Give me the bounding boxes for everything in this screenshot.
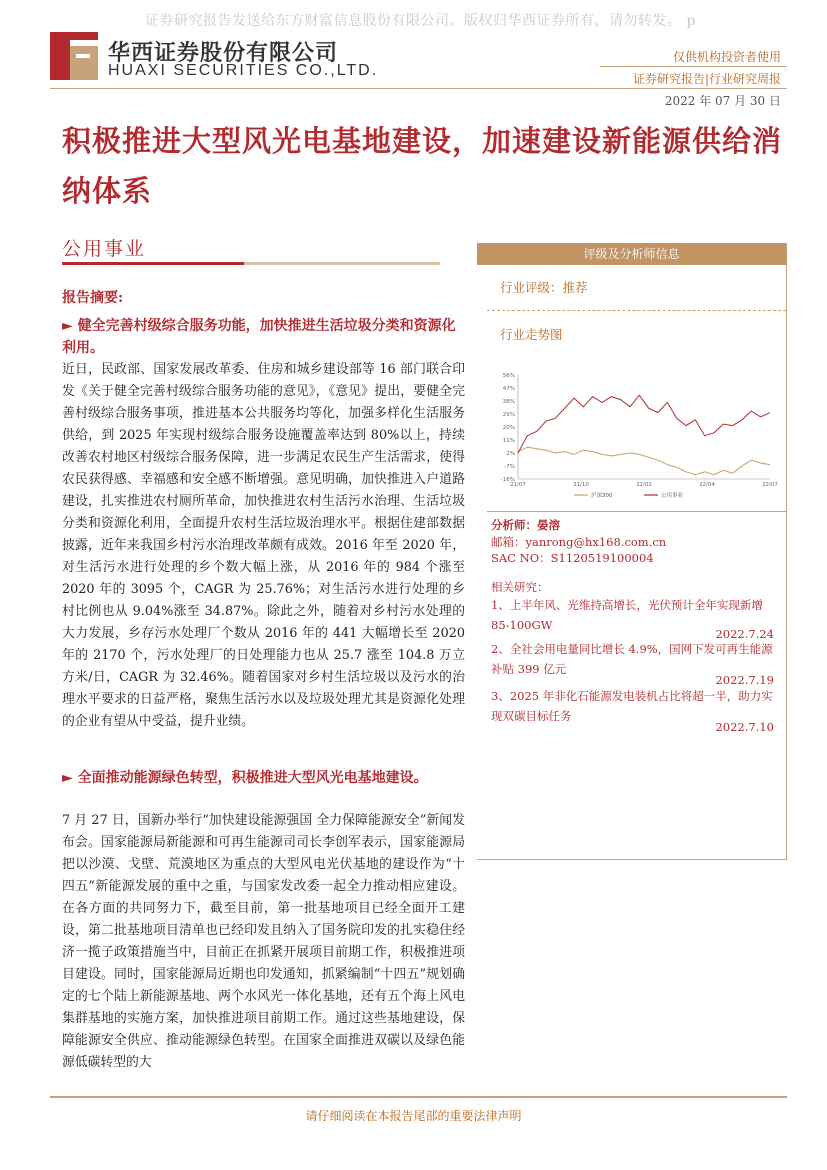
section-heading: ► 全面推动能源绿色转型，积极推进大型风光电基地建设。 xyxy=(62,770,428,786)
series-line-csi300 xyxy=(518,447,770,475)
related-research-date: 2022.7.19 xyxy=(715,673,774,687)
legal-disclaimer: 请仔细阅读在本报告尾部的重要法律声明 xyxy=(305,1109,522,1123)
y-tick-label: 56% xyxy=(502,373,515,379)
watermark: 证券研究报告发送给东方财富信息股份有限公司。版权归华西证券所有，请勿转发。 p xyxy=(145,13,696,29)
y-tick-label: 38% xyxy=(502,399,515,405)
y-tick-label: 11% xyxy=(502,438,515,444)
y-tick-label: 47% xyxy=(502,386,515,392)
analyst-sac-number: SAC NO：S1120519100004 xyxy=(491,551,654,565)
related-research-item[interactable]: 1、上半年风、光维持高增长，光伏预计全年实现新增 85-100GW xyxy=(491,598,763,632)
x-tick-label: 21/07 xyxy=(510,482,526,488)
rating-divider xyxy=(487,310,786,311)
y-tick-label: -7% xyxy=(504,464,515,470)
section-heading: ► 健全完善村级综合服务功能，加快推进生活垃圾分类和资源化利用。 xyxy=(62,318,456,356)
footer-rule xyxy=(50,1096,787,1098)
header-divider xyxy=(600,66,787,67)
chart-title: 行业走势图 xyxy=(500,327,563,342)
analyst-email[interactable]: 邮箱：yanrong@hx168.com.cn xyxy=(491,535,667,549)
series-line-utilities xyxy=(518,395,770,453)
x-tick-label: 22/04 xyxy=(699,482,715,488)
company-name-cn: 华西证券股份有限公司 xyxy=(108,41,339,66)
y-tick-label: 2% xyxy=(506,451,515,457)
company-name-en: HUAXI SECURITIES CO.,LTD. xyxy=(108,62,379,79)
analyst-divider xyxy=(487,511,786,512)
analyst-name: 分析师：晏溶 xyxy=(491,518,560,532)
y-tick-label: -16% xyxy=(500,477,515,483)
related-research-label: 相关研究： xyxy=(491,580,549,594)
report-title: 积极推进大型风光电基地建设，加速建设新能源供给消纳体系 xyxy=(62,124,783,208)
section-body: 近日，民政部、国家发展改革委、住房和城乡建设部等 16 部门联合印发《关于健全完善村级综合服务功能的意见》，《意见》提出，要健全完善村级综合服务事项，推进基本公共服务均等化，加强多样化生活服务供给，到 2025 年实现村级综合服务设施覆盖率达到 80%以上，持续改善农村地区村级综合服务保障，进一步满足农民生产生活需求，使得农民获得感、幸福感和安全感不断增强。意见明确，加快推进入户道路建设，扎实推进农村厕所革命，加快推进农村生活污水治理、生活垃圾分类和资源化利用，全面提升农村生活垃圾治理水平。根据住建部数据披露，近年来我国乡村污水治理改革颇有成效。2016 年至 2020 年，对生活污水进行处理的乡个数大幅上涨，从 2016 年的 984 个涨至 2020 年的 3095 个，CAGR 为 25.76%；对生活污水进行处理的乡村比例也从 9.04%涨至 34.87%。除此之外，随着对乡村污水处理的大力发展，乡存污水处理厂个数从 2016 年的 441 大幅增长至 2020 年的 2170 个，污水处理厂的日处理能力也从 25.7 涨至 104.8 万立方米/日，CAGR 为 32.46%。随着国家对乡村生活垃圾以及污水的治理水平要求的日益严格，聚焦生活污水以及垃圾处理尤其是资源化处理的企业有望从中受益，提升业绩。 xyxy=(62,362,465,729)
sector-name: 公用事业 xyxy=(62,238,147,260)
industry-rating: 行业评级：推荐 xyxy=(500,280,588,295)
legend-label: 公用事业 xyxy=(661,493,684,499)
x-tick-label: 22/01 xyxy=(636,482,652,488)
report-date: 2022 年 07 月 30 日 xyxy=(664,94,781,108)
related-research-item[interactable]: 2、全社会用电量同比增长 4.9%，国网下发可再生能源补贴 399 亿元 xyxy=(491,642,773,676)
section-body: 7 月 27 日，国新办举行“加快建设能源强国 全力保障能源安全”新闻发布会。国家能源局新能源和可再生能源司司长李创军表示，国家能源局把以沙漠、戈壁、荒漠地区为重点的大型风电光伏基地的建设作为“十四五”新能源发展的重中之重，与国家发改委一起全力推动相应建设。在各方面的共同努力下，截至目前，第一批基地项目已经全面开工建设，第二批基地项目清单也已经印发且纳入了国务院印发的扎实稳住经济一揽子政策措施当中，目前正在抓紧开展项目前期工作，积极推进项目建设。同时，国家能源局近期也印发通知，抓紧编制“十四五”规划确定的七个陆上新能源基地、两个水风光一体化基地，还有五个海上风电集群基地的实施方案，加快推进项目前期工作。通过这些基地建设，保障能源安全供应、推动能源绿色转型。在国家全面推进双碳以及绿色能源低碳转型的大 xyxy=(62,813,465,1070)
x-tick-label: 22/07 xyxy=(762,482,778,488)
y-tick-label: 20% xyxy=(502,425,515,431)
related-research-date: 2022.7.24 xyxy=(715,627,774,641)
huaxi-logo-icon xyxy=(50,32,98,80)
related-research-item[interactable]: 3、2025 年非化石能源发电装机占比将超一半，助力实现双碳目标任务 xyxy=(491,689,773,723)
report-type: 证券研究报告|行业研究周报 xyxy=(632,72,781,86)
x-tick-label: 21/10 xyxy=(573,482,589,488)
panel-header: 评级及分析师信息 xyxy=(477,243,786,265)
legend-label: 沪深300 xyxy=(591,493,613,499)
rating-analyst-panel xyxy=(477,243,787,860)
audience-label: 仅供机构投资者使用 xyxy=(672,50,781,64)
header-rule xyxy=(50,88,787,89)
related-research-date: 2022.7.10 xyxy=(715,720,774,734)
summary-label: 报告摘要: xyxy=(62,290,124,306)
sector-underline xyxy=(62,262,440,265)
y-tick-label: 29% xyxy=(502,412,515,418)
industry-trend-chart xyxy=(484,371,776,501)
